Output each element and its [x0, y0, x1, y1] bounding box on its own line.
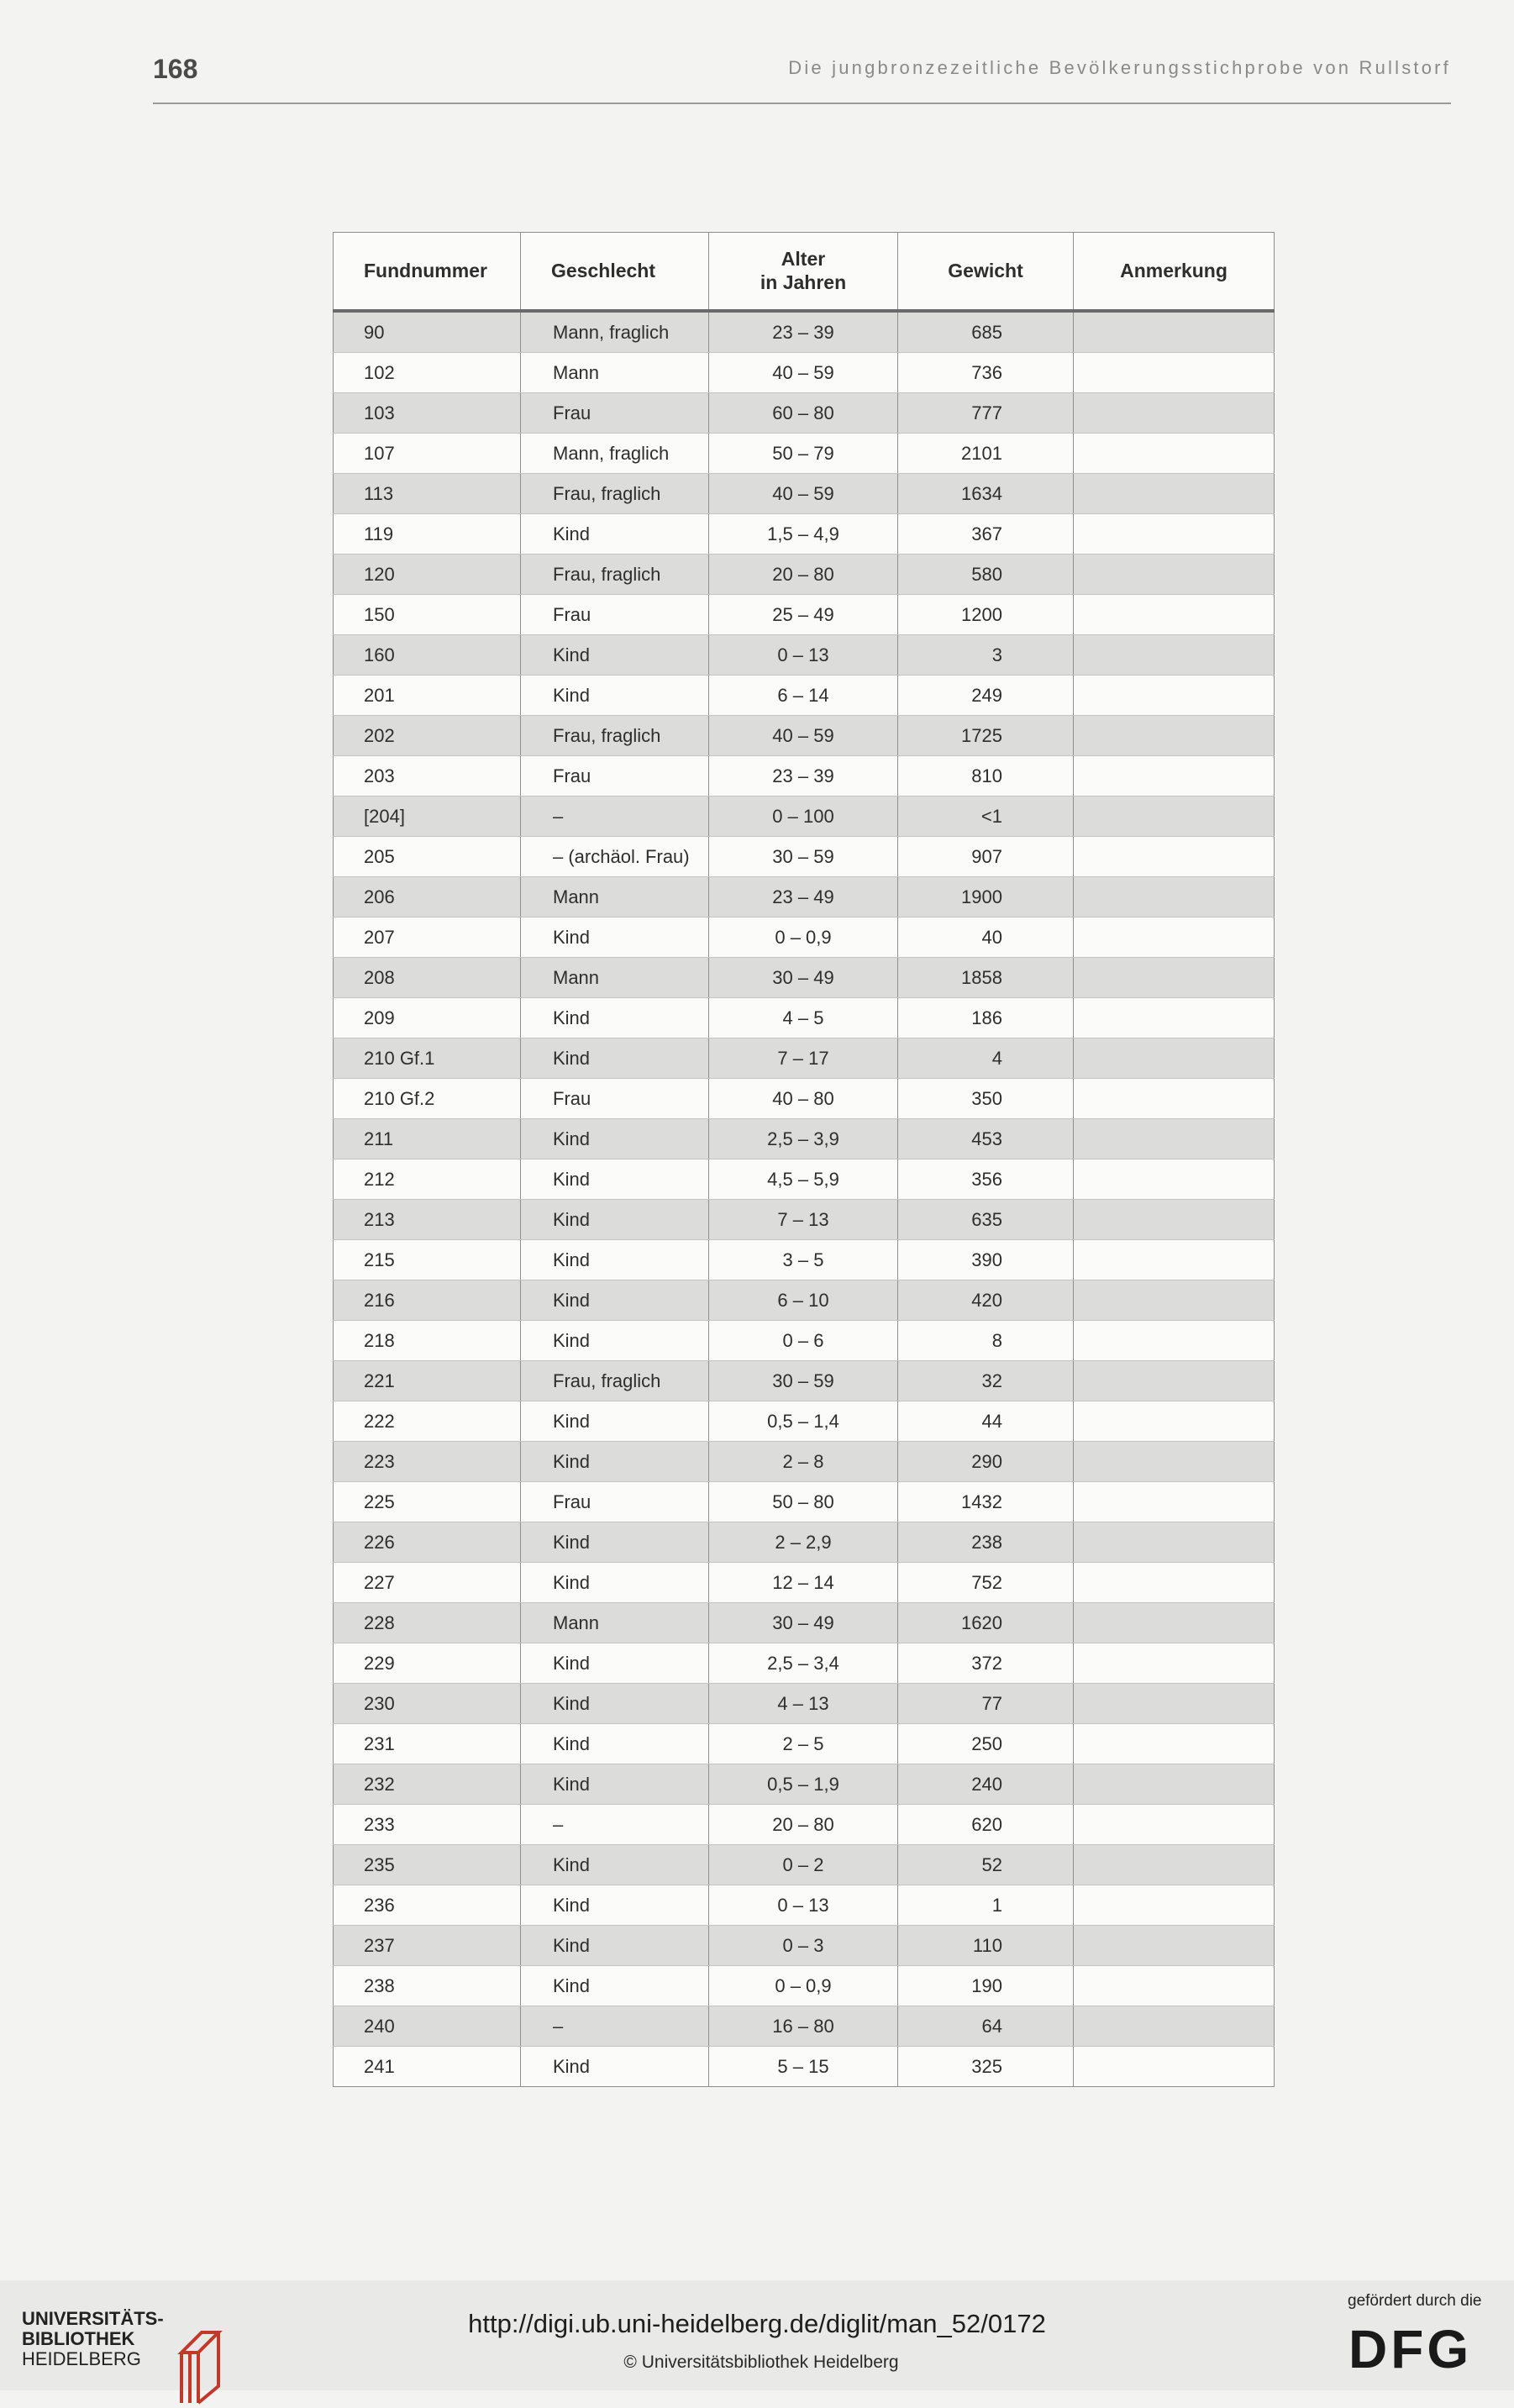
geschlecht-cell: Kind — [521, 1280, 709, 1321]
gewicht-cell: 1620 — [898, 1603, 1074, 1643]
table-row — [334, 474, 1275, 514]
fundnummer-cell: 218 — [334, 1321, 521, 1361]
alter-cell: 0 – 13 — [709, 635, 898, 676]
fundnummer-cell: 103 — [334, 393, 521, 434]
fundnummer-cell: 205 — [334, 837, 521, 877]
library-name-line3: HEIDELBERG — [22, 2348, 141, 2369]
anmerkung-cell — [1074, 2047, 1275, 2087]
table-row — [334, 1361, 1275, 1401]
geschlecht-cell: Frau, fraglich — [521, 555, 709, 595]
table-row — [334, 1240, 1275, 1280]
geschlecht-cell: Frau — [521, 1079, 709, 1119]
geschlecht-cell: Frau — [521, 756, 709, 797]
table-row — [334, 1926, 1275, 1966]
alter-cell: 0 – 0,9 — [709, 1966, 898, 2006]
column-header-anmerkung: Anmerkung — [1074, 233, 1275, 312]
alter-cell: 30 – 59 — [709, 1361, 898, 1401]
gewicht-cell: 390 — [898, 1240, 1074, 1280]
gewicht-cell: 64 — [898, 2006, 1074, 2047]
table-row — [334, 1845, 1275, 1885]
table-row — [334, 877, 1275, 917]
geschlecht-cell: Kind — [521, 1724, 709, 1764]
gewicht-cell: 4 — [898, 1038, 1074, 1079]
alter-cell: 3 – 5 — [709, 1240, 898, 1280]
gewicht-cell: 777 — [898, 393, 1074, 434]
anmerkung-cell — [1074, 1280, 1275, 1321]
gewicht-cell: 736 — [898, 353, 1074, 393]
fundnummer-cell: 213 — [334, 1200, 521, 1240]
fundnummer-cell: 209 — [334, 998, 521, 1038]
alter-cell: 5 – 15 — [709, 2047, 898, 2087]
fundnummer-cell: 211 — [334, 1119, 521, 1159]
alter-cell: 25 – 49 — [709, 595, 898, 635]
fundnummer-cell: [204] — [334, 797, 521, 837]
gewicht-cell: 2101 — [898, 434, 1074, 474]
geschlecht-cell: Kind — [521, 1845, 709, 1885]
gewicht-cell: 1200 — [898, 595, 1074, 635]
anmerkung-cell — [1074, 1321, 1275, 1361]
anmerkung-cell — [1074, 1885, 1275, 1926]
table-row — [334, 716, 1275, 756]
geschlecht-cell: Kind — [521, 1038, 709, 1079]
table-row — [334, 311, 1275, 353]
geschlecht-cell: Kind — [521, 1966, 709, 2006]
fundnummer-cell: 113 — [334, 474, 521, 514]
geschlecht-cell: Kind — [521, 1764, 709, 1805]
geschlecht-cell: Frau, fraglich — [521, 1361, 709, 1401]
dfg-logo[interactable] — [1347, 2319, 1498, 2378]
geschlecht-cell: Kind — [521, 1885, 709, 1926]
fundnummer-cell: 210 Gf.1 — [334, 1038, 521, 1079]
geschlecht-cell: Frau — [521, 595, 709, 635]
anmerkung-cell — [1074, 1643, 1275, 1684]
fundnummer-cell: 212 — [334, 1159, 521, 1200]
fundnummer-cell: 233 — [334, 1805, 521, 1845]
table-row — [334, 1684, 1275, 1724]
fundnummer-cell: 237 — [334, 1926, 521, 1966]
table-row — [334, 1159, 1275, 1200]
table-row — [334, 917, 1275, 958]
anmerkung-cell — [1074, 676, 1275, 716]
alter-cell: 1,5 – 4,9 — [709, 514, 898, 555]
footer-copyright: © Universitätsbibliothek Heidelberg — [623, 2353, 899, 2372]
funding-caption: gefördert durch die — [1348, 2292, 1482, 2310]
gewicht-cell: 40 — [898, 917, 1074, 958]
fundnummer-cell: 160 — [334, 635, 521, 676]
anmerkung-cell — [1074, 514, 1275, 555]
table-row — [334, 958, 1275, 998]
fundnummer-cell: 229 — [334, 1643, 521, 1684]
anmerkung-cell — [1074, 1603, 1275, 1643]
alter-cell: 50 – 79 — [709, 434, 898, 474]
anmerkung-cell — [1074, 1684, 1275, 1724]
gewicht-cell: 110 — [898, 1926, 1074, 1966]
geschlecht-cell: – — [521, 2006, 709, 2047]
geschlecht-cell: Kind — [521, 1240, 709, 1280]
gewicht-cell: 32 — [898, 1361, 1074, 1401]
table-row — [334, 555, 1275, 595]
geschlecht-cell: Kind — [521, 514, 709, 555]
library-name-line1: UNIVERSITÄTS- — [22, 2308, 164, 2329]
anmerkung-cell — [1074, 1119, 1275, 1159]
alter-cell: 23 – 39 — [709, 311, 898, 353]
gewicht-cell: 1634 — [898, 474, 1074, 514]
alter-cell: 2 – 2,9 — [709, 1522, 898, 1563]
alter-cell: 2 – 8 — [709, 1442, 898, 1482]
fundnummer-cell: 226 — [334, 1522, 521, 1563]
column-header-geschlecht: Geschlecht — [521, 233, 709, 312]
fundnummer-cell: 225 — [334, 1482, 521, 1522]
anmerkung-cell — [1074, 1038, 1275, 1079]
anmerkung-cell — [1074, 1805, 1275, 1845]
alter-cell: 6 – 14 — [709, 676, 898, 716]
anmerkung-cell — [1074, 1159, 1275, 1200]
anmerkung-cell — [1074, 474, 1275, 514]
anmerkung-cell — [1074, 1240, 1275, 1280]
table-row — [334, 1522, 1275, 1563]
table-row — [334, 1603, 1275, 1643]
table-row — [334, 1038, 1275, 1079]
geschlecht-cell: Kind — [521, 1926, 709, 1966]
gewicht-cell: 290 — [898, 1442, 1074, 1482]
gewicht-cell: 249 — [898, 676, 1074, 716]
table-row — [334, 595, 1275, 635]
alter-cell: 2,5 – 3,4 — [709, 1643, 898, 1684]
table-row — [334, 1321, 1275, 1361]
gewicht-cell: 190 — [898, 1966, 1074, 2006]
gewicht-cell: 372 — [898, 1643, 1074, 1684]
table-row — [334, 353, 1275, 393]
geschlecht-cell: Mann — [521, 353, 709, 393]
table-row — [334, 1079, 1275, 1119]
table-row — [334, 1724, 1275, 1764]
geschlecht-cell: Kind — [521, 1684, 709, 1724]
geschlecht-cell: Kind — [521, 1442, 709, 1482]
gewicht-cell: 752 — [898, 1563, 1074, 1603]
alter-cell: 0 – 6 — [709, 1321, 898, 1361]
table-row — [334, 1805, 1275, 1845]
table-row — [334, 1563, 1275, 1603]
geschlecht-cell: Frau — [521, 393, 709, 434]
alter-cell: 0,5 – 1,9 — [709, 1764, 898, 1805]
alter-cell: 40 – 59 — [709, 353, 898, 393]
column-header-alter — [709, 233, 898, 312]
fundnummer-cell: 222 — [334, 1401, 521, 1442]
table-row — [334, 1482, 1275, 1522]
gewicht-cell: 685 — [898, 311, 1074, 353]
table-row — [334, 676, 1275, 716]
fundnummer-cell: 90 — [334, 311, 521, 353]
alter-cell: 30 – 49 — [709, 958, 898, 998]
geschlecht-cell: Kind — [521, 1643, 709, 1684]
anmerkung-cell — [1074, 1522, 1275, 1563]
geschlecht-cell: Kind — [521, 1563, 709, 1603]
anmerkung-cell — [1074, 1845, 1275, 1885]
table-row — [334, 837, 1275, 877]
anmerkung-cell — [1074, 1079, 1275, 1119]
geschlecht-cell: Kind — [521, 1321, 709, 1361]
gewicht-cell: 453 — [898, 1119, 1074, 1159]
gewicht-cell: 186 — [898, 998, 1074, 1038]
fundnummer-cell: 236 — [334, 1885, 521, 1926]
fundnummer-cell: 206 — [334, 877, 521, 917]
fundnummer-cell: 235 — [334, 1845, 521, 1885]
alter-cell: 20 – 80 — [709, 1805, 898, 1845]
column-header-gewicht: Gewicht — [898, 233, 1074, 312]
anmerkung-cell — [1074, 434, 1275, 474]
page-number: 168 — [153, 54, 198, 84]
anmerkung-cell — [1074, 1361, 1275, 1401]
gewicht-cell: 810 — [898, 756, 1074, 797]
alter-cell: 4 – 13 — [709, 1684, 898, 1724]
table-row — [334, 1200, 1275, 1240]
fundnummer-cell: 231 — [334, 1724, 521, 1764]
alter-cell: 7 – 13 — [709, 1200, 898, 1240]
table-row — [334, 756, 1275, 797]
column-header-fundnummer: Fundnummer — [334, 233, 521, 312]
anmerkung-cell — [1074, 1764, 1275, 1805]
fundnummer-cell: 102 — [334, 353, 521, 393]
geschlecht-cell: Mann — [521, 1603, 709, 1643]
table-row — [334, 1401, 1275, 1442]
gewicht-cell: 52 — [898, 1845, 1074, 1885]
fundnummer-cell: 227 — [334, 1563, 521, 1603]
geschlecht-cell: – — [521, 1805, 709, 1845]
fundnummer-cell: 223 — [334, 1442, 521, 1482]
table-row — [334, 1280, 1275, 1321]
alter-cell: 4,5 – 5,9 — [709, 1159, 898, 1200]
geschlecht-cell: Mann, fraglich — [521, 434, 709, 474]
fundnummer-cell: 221 — [334, 1361, 521, 1401]
table-body — [334, 311, 1275, 2087]
table-row — [334, 393, 1275, 434]
table-row — [334, 1966, 1275, 2006]
table-header — [334, 233, 1275, 312]
table-row — [334, 2006, 1275, 2047]
alter-cell: 6 – 10 — [709, 1280, 898, 1321]
table-row — [334, 514, 1275, 555]
fundnummer-cell: 228 — [334, 1603, 521, 1643]
footer — [0, 2280, 1514, 2390]
alter-cell: 7 – 17 — [709, 1038, 898, 1079]
anmerkung-cell — [1074, 877, 1275, 917]
gewicht-cell: 356 — [898, 1159, 1074, 1200]
fundnummer-cell: 201 — [334, 676, 521, 716]
fundnummer-cell: 215 — [334, 1240, 521, 1280]
geschlecht-cell: Kind — [521, 1159, 709, 1200]
gewicht-cell: 8 — [898, 1321, 1074, 1361]
column-header-alter-line2: in Jahren — [760, 271, 847, 293]
fundnummer-cell: 119 — [334, 514, 521, 555]
alter-cell: 4 – 5 — [709, 998, 898, 1038]
alter-cell: 12 – 14 — [709, 1563, 898, 1603]
geschlecht-cell: Frau, fraglich — [521, 474, 709, 514]
fundnummer-cell: 216 — [334, 1280, 521, 1321]
anmerkung-cell — [1074, 311, 1275, 353]
gewicht-cell: 77 — [898, 1684, 1074, 1724]
gewicht-cell: 1 — [898, 1885, 1074, 1926]
alter-cell: 0 – 0,9 — [709, 917, 898, 958]
fundnummer-cell: 240 — [334, 2006, 521, 2047]
geschlecht-cell: Kind — [521, 917, 709, 958]
fundnummer-cell: 207 — [334, 917, 521, 958]
fundnummer-cell: 210 Gf.2 — [334, 1079, 521, 1119]
table-row — [334, 797, 1275, 837]
gewicht-cell: 1900 — [898, 877, 1074, 917]
anmerkung-cell — [1074, 716, 1275, 756]
running-title: Die jungbronzezeitliche Bevölkerungsstichprobe von Rullstorf — [788, 57, 1451, 78]
gewicht-cell: 907 — [898, 837, 1074, 877]
anmerkung-cell — [1074, 1442, 1275, 1482]
gewicht-cell: 44 — [898, 1401, 1074, 1442]
table-row — [334, 1643, 1275, 1684]
geschlecht-cell: Kind — [521, 1401, 709, 1442]
anmerkung-cell — [1074, 1563, 1275, 1603]
anmerkung-cell — [1074, 2006, 1275, 2047]
gewicht-cell: 250 — [898, 1724, 1074, 1764]
geschlecht-cell: Frau, fraglich — [521, 716, 709, 756]
anmerkung-cell — [1074, 353, 1275, 393]
geschlecht-cell: Kind — [521, 2047, 709, 2087]
anmerkung-cell — [1074, 1724, 1275, 1764]
alter-cell: 23 – 39 — [709, 756, 898, 797]
fundnummer-cell: 238 — [334, 1966, 521, 2006]
column-header-alter-line1: Alter — [781, 247, 826, 270]
anmerkung-cell — [1074, 998, 1275, 1038]
geschlecht-cell: Mann, fraglich — [521, 311, 709, 353]
alter-cell: 0 – 100 — [709, 797, 898, 837]
gewicht-cell: 580 — [898, 555, 1074, 595]
data-table — [333, 232, 1275, 2087]
anmerkung-cell — [1074, 555, 1275, 595]
anmerkung-cell — [1074, 393, 1275, 434]
fundnummer-cell: 150 — [334, 595, 521, 635]
anmerkung-cell — [1074, 1926, 1275, 1966]
table-row — [334, 998, 1275, 1038]
anmerkung-cell — [1074, 917, 1275, 958]
table-row — [334, 635, 1275, 676]
footer-url-link[interactable]: http://digi.ub.uni-heidelberg.de/diglit/man_52/0172 — [468, 2309, 1046, 2338]
table-row — [334, 2047, 1275, 2087]
table-row — [334, 434, 1275, 474]
gewicht-cell: 367 — [898, 514, 1074, 555]
gewicht-cell: 1432 — [898, 1482, 1074, 1522]
alter-cell: 60 – 80 — [709, 393, 898, 434]
gewicht-cell: 350 — [898, 1079, 1074, 1119]
gewicht-cell: 3 — [898, 635, 1074, 676]
gewicht-cell: 1858 — [898, 958, 1074, 998]
table-row — [334, 1885, 1275, 1926]
geschlecht-cell: Mann — [521, 877, 709, 917]
anmerkung-cell — [1074, 797, 1275, 837]
anmerkung-cell — [1074, 1200, 1275, 1240]
fundnummer-cell: 230 — [334, 1684, 521, 1724]
fundnummer-cell: 120 — [334, 555, 521, 595]
geschlecht-cell: – (archäol. Frau) — [521, 837, 709, 877]
alter-cell: 0 – 13 — [709, 1885, 898, 1926]
anmerkung-cell — [1074, 958, 1275, 998]
geschlecht-cell: Kind — [521, 676, 709, 716]
alter-cell: 0 – 2 — [709, 1845, 898, 1885]
alter-cell: 0 – 3 — [709, 1926, 898, 1966]
gewicht-cell: 620 — [898, 1805, 1074, 1845]
fundnummer-cell: 241 — [334, 2047, 521, 2087]
dfg-logo-text: DFG — [1348, 2319, 1473, 2378]
alter-cell: 16 – 80 — [709, 2006, 898, 2047]
alter-cell: 50 – 80 — [709, 1482, 898, 1522]
geschlecht-cell: Kind — [521, 635, 709, 676]
gewicht-cell: <1 — [898, 797, 1074, 837]
table-row — [334, 1764, 1275, 1805]
geschlecht-cell: – — [521, 797, 709, 837]
geschlecht-cell: Kind — [521, 998, 709, 1038]
geschlecht-cell: Kind — [521, 1522, 709, 1563]
gewicht-cell: 325 — [898, 2047, 1074, 2087]
anmerkung-cell — [1074, 635, 1275, 676]
gewicht-cell: 240 — [898, 1764, 1074, 1805]
geschlecht-cell: Frau — [521, 1482, 709, 1522]
page-header — [153, 52, 1451, 104]
anmerkung-cell — [1074, 1966, 1275, 2006]
alter-cell: 2 – 5 — [709, 1724, 898, 1764]
alter-cell: 23 – 49 — [709, 877, 898, 917]
alter-cell: 30 – 59 — [709, 837, 898, 877]
fundnummer-cell: 202 — [334, 716, 521, 756]
anmerkung-cell — [1074, 756, 1275, 797]
table-row — [334, 1442, 1275, 1482]
anmerkung-cell — [1074, 1482, 1275, 1522]
alter-cell: 40 – 59 — [709, 474, 898, 514]
fundnummer-cell: 107 — [334, 434, 521, 474]
alter-cell: 0,5 – 1,4 — [709, 1401, 898, 1442]
anmerkung-cell — [1074, 595, 1275, 635]
geschlecht-cell: Mann — [521, 958, 709, 998]
library-name-line2: BIBLIOTHEK — [22, 2328, 135, 2349]
alter-cell: 30 – 49 — [709, 1603, 898, 1643]
alter-cell: 20 – 80 — [709, 555, 898, 595]
alter-cell: 40 – 59 — [709, 716, 898, 756]
fundnummer-cell: 232 — [334, 1764, 521, 1805]
fundnummer-cell: 203 — [334, 756, 521, 797]
gewicht-cell: 238 — [898, 1522, 1074, 1563]
table-row — [334, 1119, 1275, 1159]
alter-cell: 2,5 – 3,9 — [709, 1119, 898, 1159]
gewicht-cell: 1725 — [898, 716, 1074, 756]
fundnummer-cell: 208 — [334, 958, 521, 998]
gewicht-cell: 635 — [898, 1200, 1074, 1240]
alter-cell: 40 – 80 — [709, 1079, 898, 1119]
anmerkung-cell — [1074, 1401, 1275, 1442]
anmerkung-cell — [1074, 837, 1275, 877]
gewicht-cell: 420 — [898, 1280, 1074, 1321]
geschlecht-cell: Kind — [521, 1200, 709, 1240]
geschlecht-cell: Kind — [521, 1119, 709, 1159]
